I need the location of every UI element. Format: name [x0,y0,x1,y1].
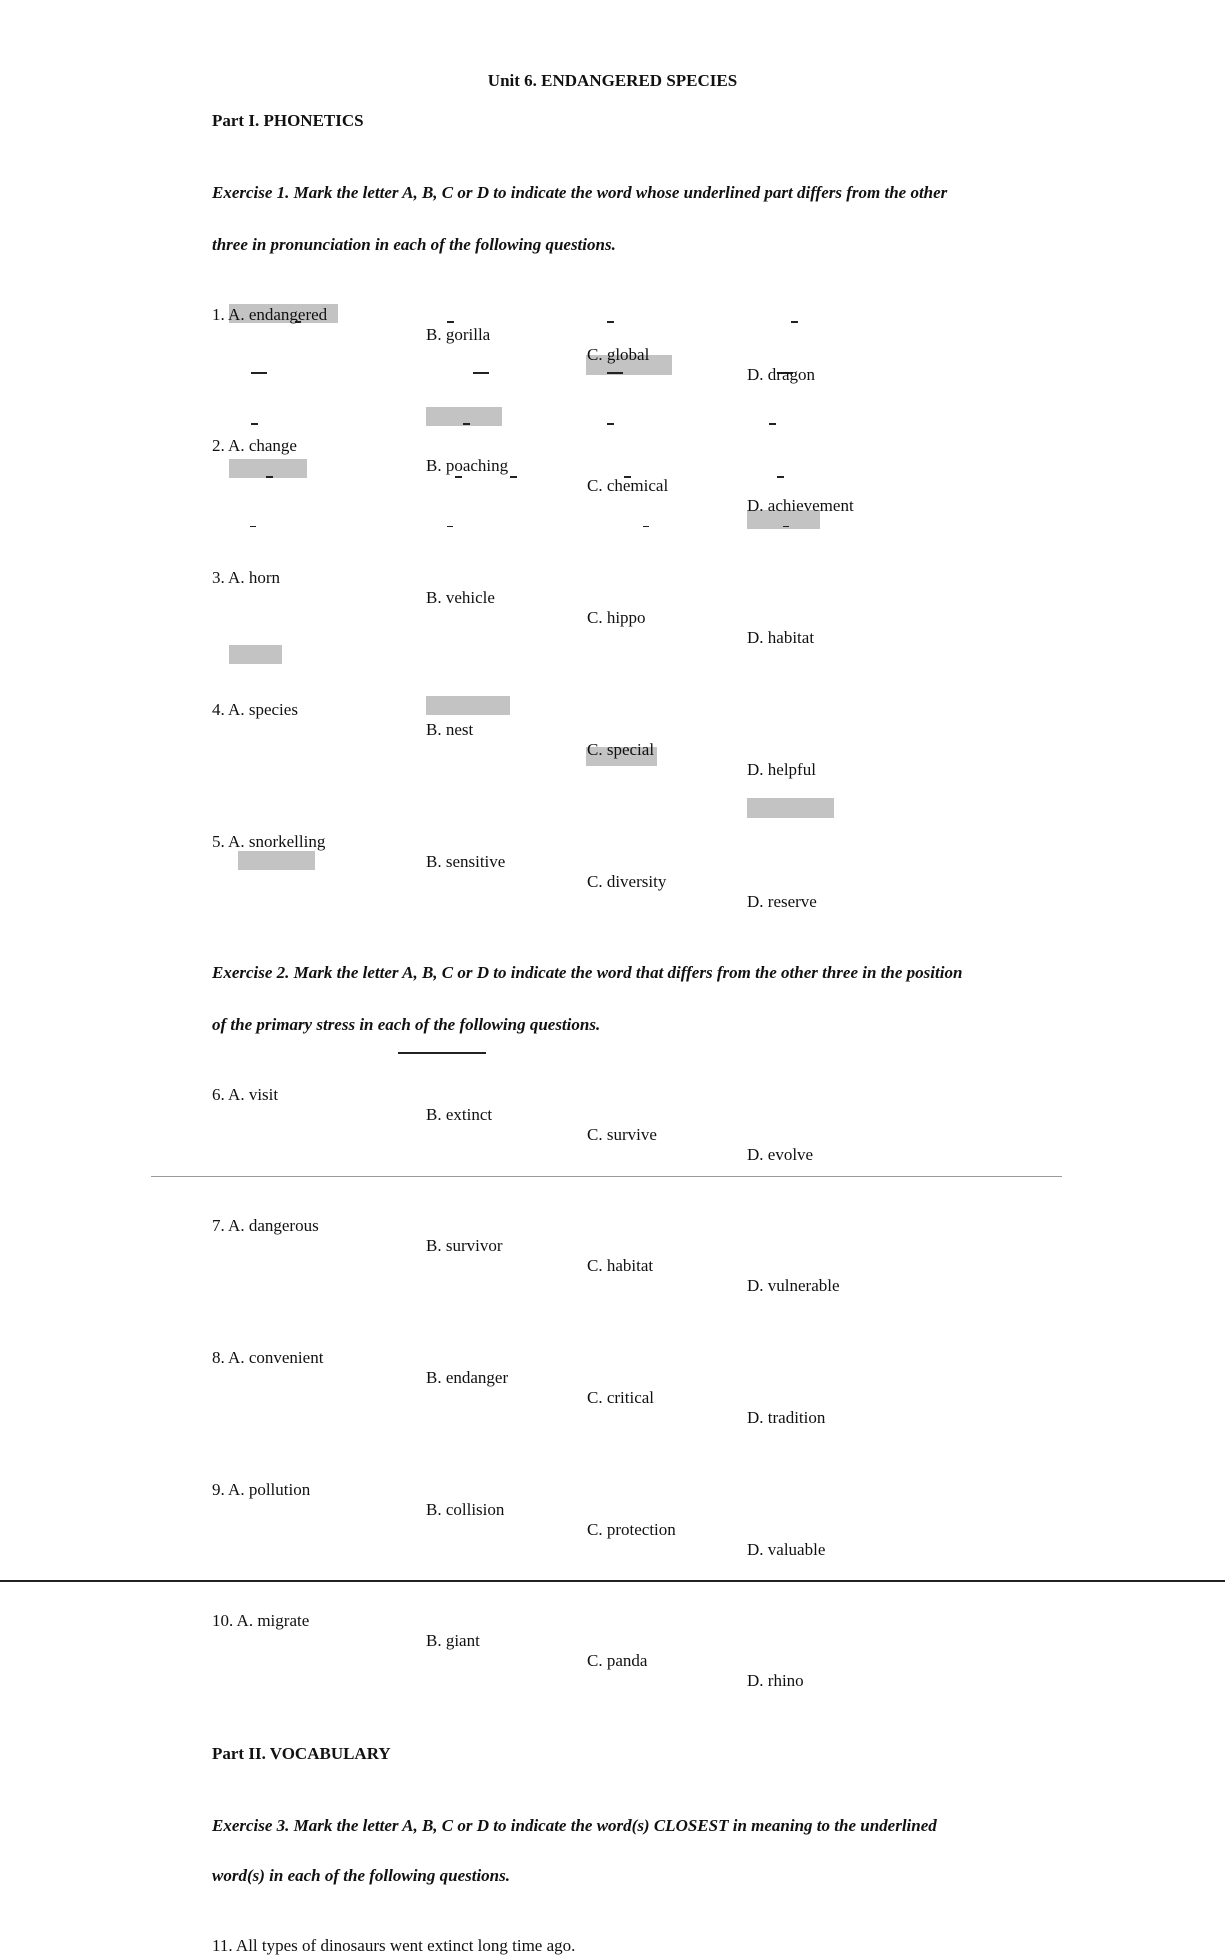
exercise1-instruction-line1: Exercise 1. Mark the letter A, B, C or D to indicate the word whose underlined part differs from the other [212,183,948,202]
option-b[interactable]: B. sensitive [426,852,506,871]
option-d[interactable]: D. achievement [747,496,854,515]
option-a[interactable]: 4. A. species [212,700,298,719]
option-a[interactable]: 3. A. horn [212,568,280,587]
underline-mark [607,372,623,374]
underline-mark [783,526,789,527]
option-c[interactable]: C. diversity [587,872,667,891]
underline-mark [473,372,489,374]
option-a[interactable]: 8. A. convenient [212,1348,324,1367]
option-c[interactable]: C. panda [587,1651,648,1670]
option-b[interactable]: B. nest [426,720,474,739]
underline-mark [266,476,273,478]
option-b[interactable]: B. extinct [426,1105,493,1124]
page-divider [151,1176,1062,1177]
part2-heading: Part II. VOCABULARY [212,1744,391,1763]
bottom-border [0,1580,1225,1582]
answer-highlight [238,851,315,870]
part1-heading: Part I. PHONETICS [212,111,364,130]
underline-mark [463,423,470,425]
option-d[interactable]: D. evolve [747,1145,814,1164]
option-c[interactable]: C. habitat [587,1256,654,1275]
option-b[interactable]: B. survivor [426,1236,503,1255]
exercise2-instruction-line1: Exercise 2. Mark the letter A, B, C or D to indicate the word that differs from the other three in the position [212,963,963,982]
option-d[interactable]: D. helpful [747,760,816,779]
underline-mark [250,526,256,527]
option-c[interactable]: C. special [587,740,655,759]
underline-mark [510,476,517,478]
option-a[interactable]: 6. A. visit [212,1085,279,1104]
exercise3-instruction-line1: Exercise 3. Mark the letter A, B, C or D to indicate the word(s) CLOSEST in meaning to the underlined [212,1816,937,1835]
option-c[interactable]: C. global [587,345,650,364]
option-d[interactable]: D. vulnerable [747,1276,840,1295]
option-a[interactable]: 7. A. dangerous [212,1216,319,1235]
underline-mark [251,423,258,425]
underline-mark [447,526,453,527]
option-b[interactable]: B. vehicle [426,588,495,607]
option-b[interactable]: B. poaching [426,456,509,475]
option-c[interactable]: C. hippo [587,608,646,627]
option-b[interactable]: B. gorilla [426,325,491,344]
option-d[interactable]: D. dragon [747,365,815,384]
exercise3-instruction-line2: word(s) in each of the following questions. [212,1866,511,1885]
option-d[interactable]: D. rhino [747,1671,804,1690]
option-c[interactable]: C. survive [587,1125,657,1144]
option-b[interactable]: B. collision [426,1500,505,1519]
option-a[interactable]: 9. A. pollution [212,1480,311,1499]
question-11: 11. All types of dinosaurs went extinct long time ago. [212,1936,576,1955]
option-b[interactable]: B. endanger [426,1368,509,1387]
exercise1-instruction-line2: three in pronunciation in each of the following questions. [212,235,616,254]
exercise2-instruction-line2: of the primary stress in each of the following questions. [212,1015,601,1034]
answer-blank [398,1052,486,1054]
page-title: Unit 6. ENDANGERED SPECIES [487,71,738,90]
underline-mark [455,476,462,478]
underline-mark [643,526,649,527]
underline-mark [607,423,614,425]
option-d[interactable]: D. valuable [747,1540,826,1559]
underline-mark [769,423,776,425]
option-a[interactable]: 2. A. change [212,436,297,455]
option-a[interactable]: 1. A. endangered [212,305,328,324]
option-d[interactable]: D. reserve [747,892,817,911]
option-c[interactable]: C. chemical [587,476,669,495]
option-b[interactable]: B. giant [426,1631,480,1650]
option-c[interactable]: C. protection [587,1520,676,1539]
option-a[interactable]: 10. A. migrate [212,1611,310,1630]
underline-mark [251,372,267,374]
option-d[interactable]: D. tradition [747,1408,826,1427]
option-d[interactable]: D. habitat [747,628,815,647]
answer-highlight [229,645,282,664]
option-a[interactable]: 5. A. snorkelling [212,832,326,851]
option-c[interactable]: C. critical [587,1388,655,1407]
answer-highlight [747,798,834,818]
